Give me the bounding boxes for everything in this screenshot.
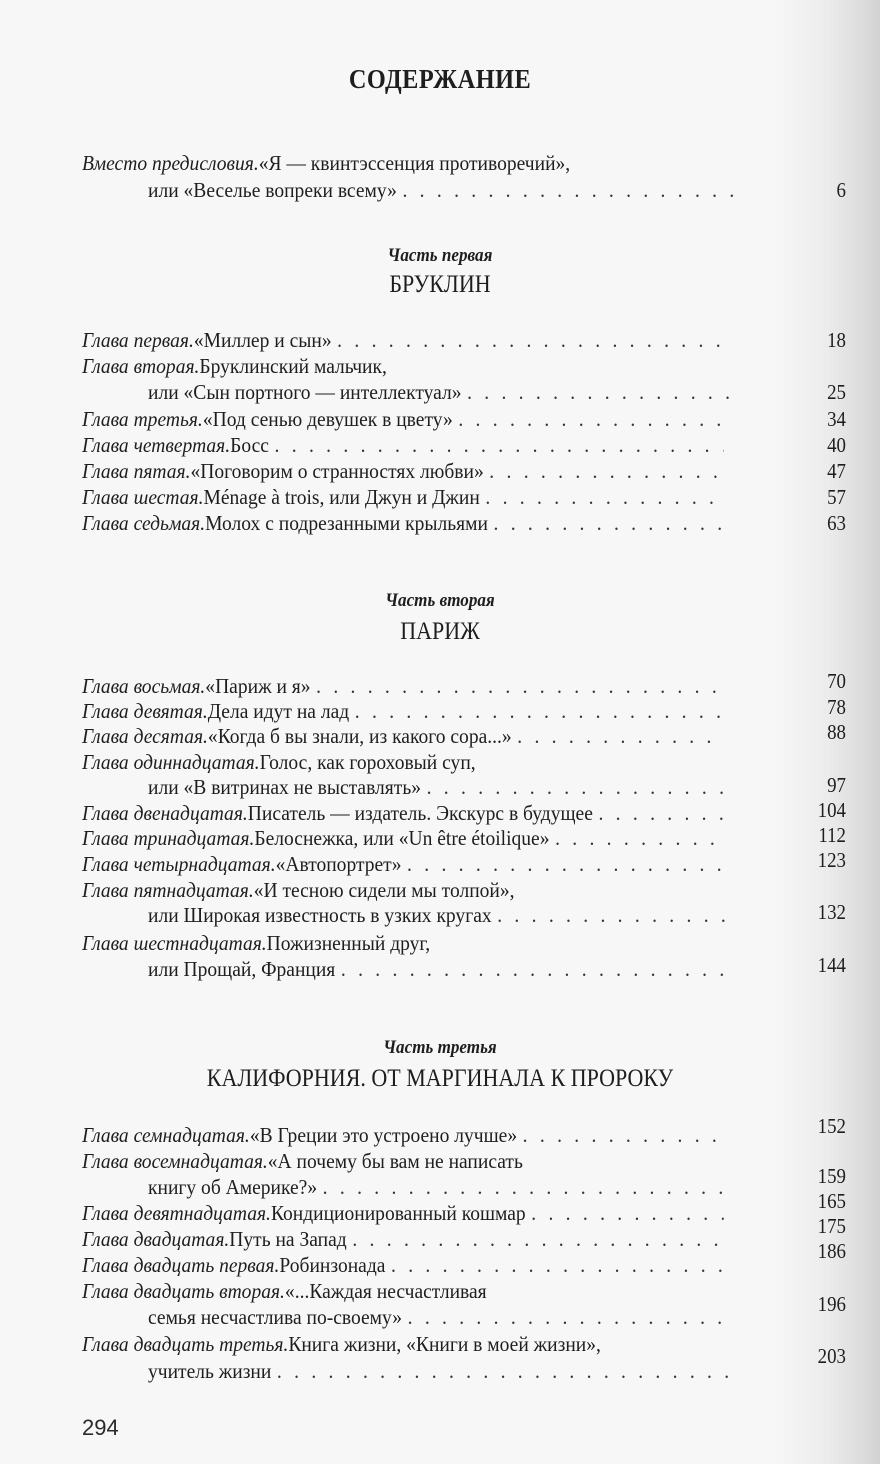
toc-entry[interactable]: [82, 353, 724, 379]
entry-text-cont: или «Веселье вопреки всему»: [148, 178, 397, 202]
dot-leader: [427, 774, 734, 800]
part-label: Часть третья: [383, 1037, 497, 1058]
page-number: 294: [82, 1415, 119, 1440]
entry-text: «Миллер и сын»: [193, 328, 332, 352]
dot-leader: [316, 673, 724, 699]
toc-entry[interactable]: [82, 800, 724, 826]
toc-entry[interactable]: [82, 484, 724, 510]
entry-label: Глава пятая.: [82, 459, 191, 483]
dot-leader: [402, 177, 733, 203]
toc-entry[interactable]: [82, 1122, 724, 1148]
entry-text: «Под сенью девушек в цвету»: [202, 407, 453, 431]
dot-leader: [531, 1200, 723, 1226]
entry-text-cont: или Прощай, Франция: [148, 957, 336, 981]
page-ref: 40: [827, 433, 846, 457]
dot-leader: [391, 1252, 724, 1278]
entry-text: Молох с подрезанными крыльями: [205, 511, 488, 535]
page-ref: 25: [827, 380, 846, 404]
toc-entry[interactable]: [82, 327, 724, 353]
entry-label: Глава четырнадцатая.: [82, 852, 276, 876]
entry-label: Глава пятнадцатая.: [82, 878, 254, 902]
toc-entry-cont: [148, 902, 734, 928]
entry-label: Глава двадцать первая.: [82, 1253, 280, 1277]
toc-entry-cont: [148, 956, 734, 982]
entry-text: Кондиционированный кошмар: [270, 1201, 526, 1225]
dot-leader: [555, 825, 724, 851]
toc-entry[interactable]: [82, 510, 724, 536]
entry-label: Глава двадцатая.: [82, 1227, 230, 1251]
toc-entry-preface-cont: [148, 177, 734, 203]
dot-leader: [337, 327, 724, 353]
entry-text-cont: или «В витринах не выставлять»: [148, 775, 421, 799]
entry-text-cont: или Широкая известность в узких кругах: [148, 903, 492, 927]
toc-entry-cont: [148, 1174, 734, 1200]
toc-entry[interactable]: [82, 1200, 724, 1226]
entry-label: Глава девятая.: [82, 699, 208, 723]
dot-leader: [494, 510, 724, 536]
page-ref: 132: [817, 900, 846, 924]
dot-leader: [467, 379, 734, 405]
dot-leader: [489, 458, 723, 484]
entry-text: «Поговорим о странностях любви»: [190, 459, 484, 483]
toc-entry[interactable]: [82, 458, 724, 484]
page-ref: 123: [817, 848, 846, 872]
entry-text: «Когда б вы знали, из какого сора...»: [207, 724, 512, 748]
dot-leader: [523, 1122, 724, 1148]
dot-leader: [277, 1358, 734, 1384]
entry-text: «Автопортрет»: [275, 852, 402, 876]
entry-text-cont: учитель жизни: [148, 1359, 272, 1383]
toc-entry-cont: [148, 379, 734, 405]
toc-entry[interactable]: [82, 698, 724, 724]
entry-label: Глава первая.: [82, 328, 194, 352]
entry-text: Пожизненный друг,: [266, 931, 431, 955]
entry-label: Глава одиннадцатая.: [82, 750, 260, 774]
part-title: БРУКЛИН: [389, 271, 491, 298]
entry-label: Глава девятнадцатая.: [82, 1201, 271, 1225]
entry-text: Писатель — издатель. Экскурс в будущее: [247, 801, 593, 825]
toc-entry-preface[interactable]: [82, 150, 724, 176]
entry-text-cont: семья несчастлива по-своему»: [148, 1305, 403, 1329]
toc-entry[interactable]: [82, 406, 724, 432]
entry-text: Путь на Запад: [229, 1227, 347, 1251]
page-ref: 57: [827, 485, 846, 509]
toc-entry[interactable]: [82, 825, 724, 851]
dot-leader: [355, 698, 724, 724]
page-ref: 186: [817, 1239, 846, 1263]
dot-leader: [352, 1226, 723, 1252]
entry-text: Босс: [230, 433, 269, 457]
dot-leader: [497, 902, 734, 928]
toc-entry-cont: [148, 1304, 734, 1330]
entry-label: Глава третья.: [82, 407, 203, 431]
page-ref: 104: [817, 798, 846, 822]
page-ref: 88: [827, 720, 846, 744]
entry-text: Голос, как гороховый суп,: [259, 750, 476, 774]
entry-text: «И тесною сидели мы толпой»,: [253, 878, 515, 902]
page-ref: 152: [817, 1114, 846, 1138]
page-title: СОДЕРЖАНИЕ: [348, 64, 532, 94]
entry-label: Глава вторая.: [82, 354, 200, 378]
page-ref: 70: [827, 669, 846, 693]
dot-leader: [275, 432, 724, 458]
page-ref: 6: [836, 178, 846, 202]
page-ref: 159: [817, 1164, 846, 1188]
toc-entry[interactable]: [82, 749, 724, 775]
part-title: КАЛИФОРНИЯ. ОТ МАРГИНАЛА К ПРОРОКУ: [206, 1065, 674, 1092]
toc-entry[interactable]: [82, 723, 724, 749]
toc-entry[interactable]: [82, 1148, 724, 1174]
entry-text: Ménage à trois, или Джун и Джин: [203, 485, 480, 509]
page-ref: 112: [818, 823, 846, 847]
page-ref: 97: [827, 773, 846, 797]
entry-text: «А почему бы вам не написать: [267, 1149, 523, 1173]
dot-leader: [598, 800, 723, 826]
entry-label: Глава двенадцатая.: [82, 801, 248, 825]
entry-label: Глава четвертая.: [82, 433, 231, 457]
entry-label: Глава двадцать вторая.: [82, 1279, 285, 1303]
toc-entry[interactable]: [82, 877, 724, 903]
part-label: Часть вторая: [385, 590, 495, 611]
toc-entry-cont: [148, 774, 734, 800]
dot-leader: [458, 406, 723, 432]
page-ref: 175: [817, 1214, 846, 1238]
dot-leader: [341, 956, 734, 982]
toc-entry[interactable]: [82, 1278, 724, 1304]
entry-text: «...Каждая несчастливая: [284, 1279, 487, 1303]
toc-entry[interactable]: [82, 1331, 724, 1357]
entry-label: Глава двадцать третья.: [82, 1332, 289, 1356]
entry-text: Бруклинский мальчик,: [199, 354, 387, 378]
entry-label: Глава тринадцатая.: [82, 826, 255, 850]
page-ref: 78: [827, 695, 846, 719]
page-ref: 203: [817, 1344, 846, 1368]
entry-text-cont: книгу об Америке?»: [148, 1175, 318, 1199]
entry-label: Глава семнадцатая.: [82, 1123, 250, 1147]
page-ref: 63: [827, 511, 846, 535]
entry-label: Глава шестая.: [82, 485, 204, 509]
toc-entry[interactable]: [82, 851, 724, 877]
entry-label: Глава десятая.: [82, 724, 208, 748]
toc-entry[interactable]: [82, 1252, 724, 1278]
dot-leader: [408, 1304, 734, 1330]
toc-entry[interactable]: [82, 432, 724, 458]
toc-entry[interactable]: [82, 673, 724, 699]
toc-entry-cont: [148, 1358, 734, 1384]
dot-leader: [485, 484, 723, 510]
entry-label: Глава восьмая.: [82, 674, 206, 698]
page-ref: 165: [817, 1189, 846, 1213]
entry-label: Глава восемнадцатая.: [82, 1149, 268, 1173]
page-ref: 18: [827, 328, 846, 352]
page-ref: 196: [817, 1292, 846, 1316]
dot-leader: [517, 723, 723, 749]
toc-entry[interactable]: [82, 1226, 724, 1252]
dot-leader: [407, 851, 724, 877]
page-ref: 34: [827, 407, 846, 431]
toc-entry[interactable]: [82, 930, 724, 956]
page-ref: 47: [827, 459, 846, 483]
entry-text: Робинзонада: [279, 1253, 386, 1277]
entry-text: Белоснежка, или «Un être étoilique»: [254, 826, 550, 850]
entry-text: «В Греции это устроено лучше»: [249, 1123, 518, 1147]
entry-label: Глава седьмая.: [82, 511, 206, 535]
part-label: Часть первая: [387, 245, 493, 266]
entry-text: Дела идут на лад: [207, 699, 350, 723]
entry-label: Вместо предисловия.: [82, 151, 259, 175]
entry-label: Глава шестнадцатая.: [82, 931, 267, 955]
entry-text-cont: или «Сын портного — интеллектуал»: [148, 380, 462, 404]
entry-text: «Я — квинтэссенция противоречий»,: [258, 151, 571, 175]
entry-text: Книга жизни, «Книги в моей жизни»,: [288, 1332, 601, 1356]
page-ref: 144: [817, 953, 846, 977]
entry-text: «Париж и я»: [205, 674, 311, 698]
dot-leader: [323, 1174, 734, 1200]
part-title: ПАРИЖ: [400, 618, 480, 645]
